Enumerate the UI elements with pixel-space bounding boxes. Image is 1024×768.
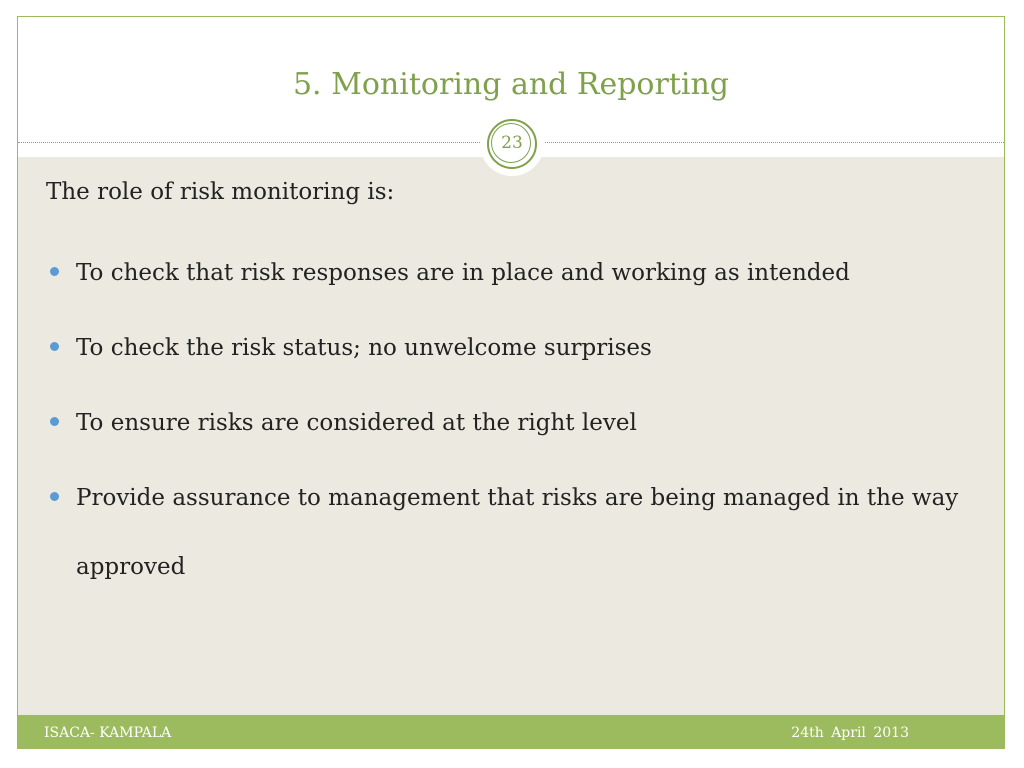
bullet-text: To check the risk status; no unwelcome surprises	[76, 335, 652, 361]
footer-date: 24th April 2013	[791, 725, 909, 741]
bullet-item	[46, 239, 986, 308]
bullet-item	[46, 464, 986, 602]
intro-text: The role of risk monitoring is:	[46, 179, 395, 205]
footer-organization: ISACA- KAMPALA	[44, 725, 172, 741]
slide	[17, 16, 1005, 749]
bullet-dot-icon	[50, 342, 59, 351]
bullet-list	[46, 239, 986, 608]
bullet-text: Provide assurance to management that risks are being managed in the way approved	[76, 485, 959, 580]
slide-number: 23	[501, 133, 523, 153]
bullet-dot-icon	[50, 492, 59, 501]
bullet-text: To check that risk responses are in place and working as intended	[76, 260, 850, 286]
bullet-item	[46, 389, 986, 458]
bullet-dot-icon	[50, 267, 59, 276]
slide-number-badge	[480, 112, 544, 176]
slide-number-circle	[487, 119, 537, 169]
bullet-text: To ensure risks are considered at the right level	[76, 410, 637, 436]
bullet-dot-icon	[50, 417, 59, 426]
footer-bar	[18, 715, 1004, 749]
bullet-item	[46, 314, 986, 383]
slide-title: 5. Monitoring and Reporting	[292, 67, 730, 102]
